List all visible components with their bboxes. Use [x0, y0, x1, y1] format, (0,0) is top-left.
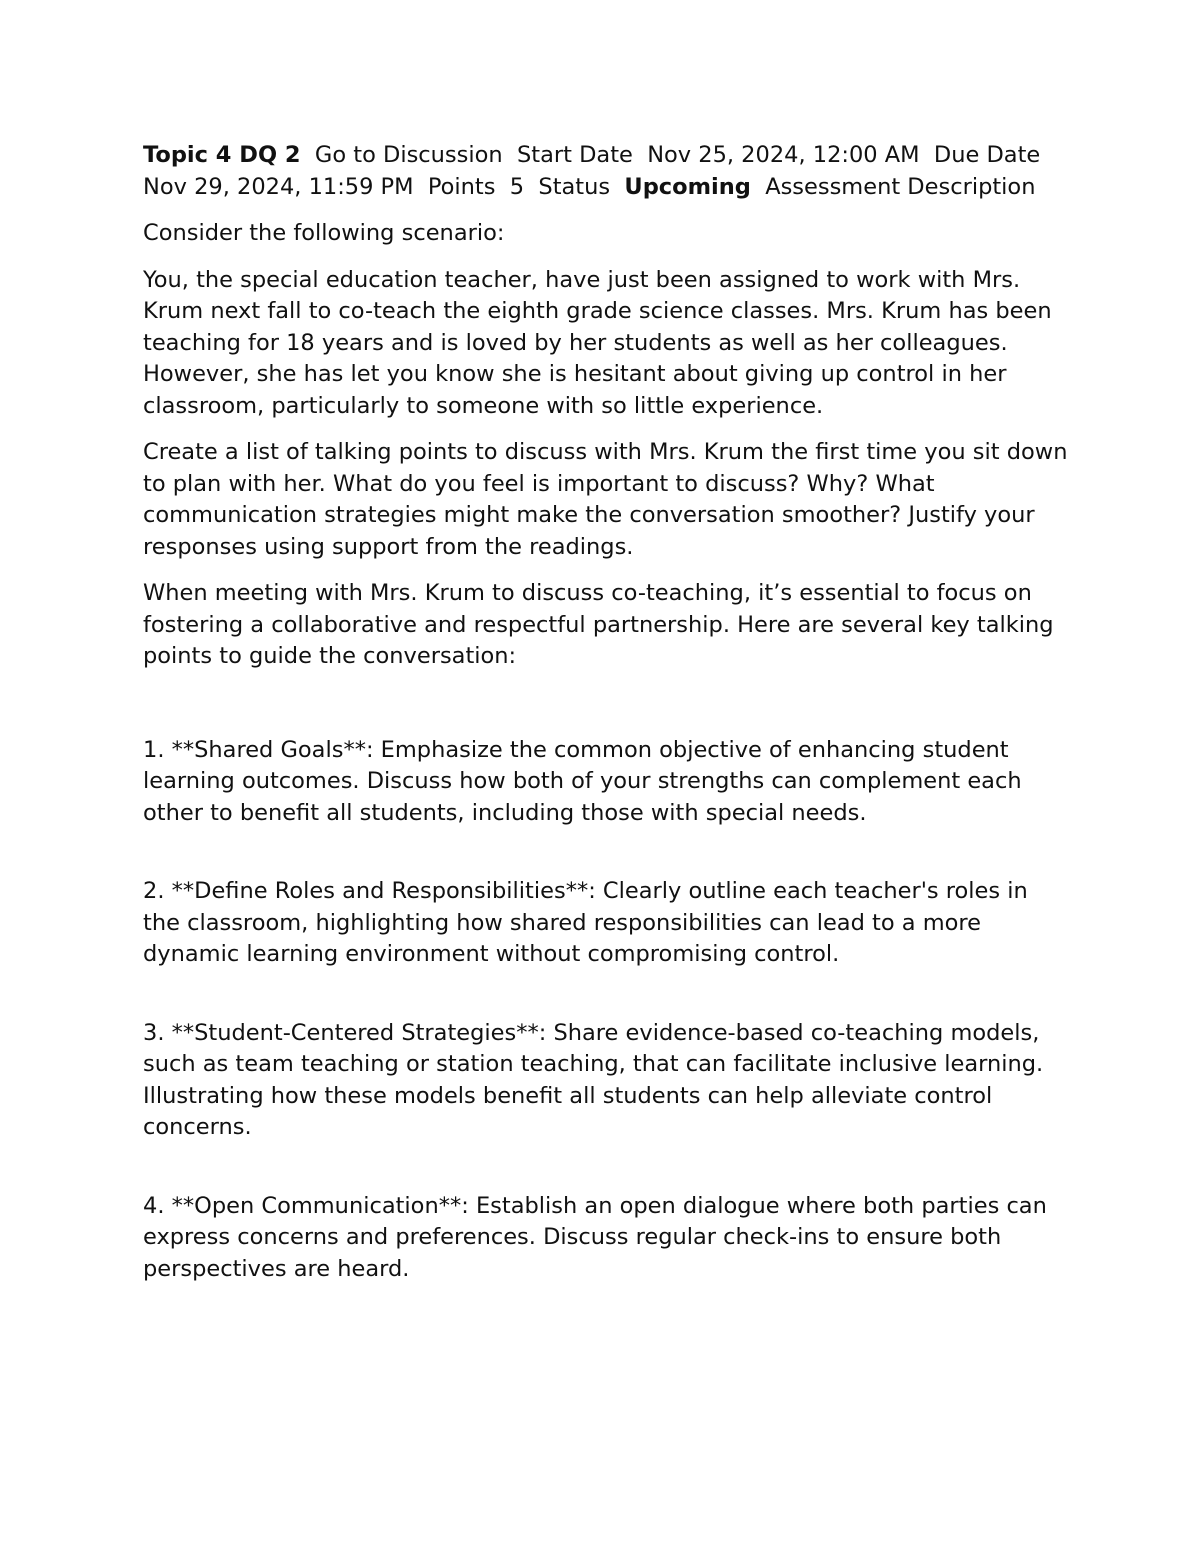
talking-point: 2. **Define Roles and Responsibilities**: Clearly outline each teacher's roles in the classroom, highlighting how shared responsibilities can lead to a more dynamic learning environment without compromising control.: [143, 878, 1028, 967]
blank-line: [143, 1144, 1068, 1191]
blank-line: [143, 971, 1068, 1018]
scenario-paragraph: You, the special education teacher, have just been assigned to work with Mrs. Krum next fall to co-teach the eighth grade science classes. Mrs. Krum has been teaching for 18 years and is loved by her students as well as her colleagues. However, she has let you know she is hesitant about giving up control in her classroom, particularly to someone with so little experience.: [143, 266, 1052, 419]
status-value: Upcoming: [624, 173, 751, 200]
assignment-header: [143, 140, 1068, 203]
response-intro-paragraph: When meeting with Mrs. Krum to discuss co-teaching, it’s essential to focus on fostering a collaborative and respectful partnership. Here are several key talking points to guide the conversation:: [143, 580, 1054, 669]
task-paragraph: Create a list of talking points to discuss with Mrs. Krum the first time you sit down to plan with her. What do you feel is important to discuss? Why? What communication strategies might make the conversation smoother? Justify your responses using support from the readings.: [143, 439, 1068, 560]
assessment-description-heading: Assessment Description: [765, 173, 1036, 200]
start-date-label: Start Date: [516, 142, 633, 168]
topic-title: Topic 4 DQ 2: [143, 142, 301, 168]
start-date-value: Nov 25, 2024, 12:00 AM: [647, 142, 920, 168]
points-value: 5: [509, 173, 525, 200]
go-to-discussion-link: Go to Discussion: [314, 142, 503, 168]
blank-line: [143, 829, 1068, 876]
due-date-label: Due Date: [933, 142, 1041, 168]
scenario-intro: Consider the following scenario:: [143, 220, 505, 246]
status-label: Status: [538, 173, 611, 200]
talking-point: 4. **Open Communication**: Establish an open dialogue where both parties can express concerns and preferences. Discuss regular check-ins to ensure both perspectives are heard.: [143, 1192, 1047, 1282]
due-date-value: Nov 29, 2024, 11:59 PM: [143, 173, 414, 200]
talking-point: 3. **Student-Centered Strategies**: Share evidence-based co-teaching models, such as team teaching or station teaching, that can facilitate inclusive learning. Illustrating how these models benefit all students can help alleviate control concerns.: [143, 1019, 1044, 1140]
points-label: Points: [427, 173, 496, 200]
blank-line: [143, 688, 1068, 735]
document-page: [143, 140, 1068, 1285]
talking-point: 1. **Shared Goals**: Emphasize the common objective of enhancing student learning outcomes. Discuss how both of your strengths can complement each other to benefit all students, including those with special needs.: [143, 736, 1022, 826]
